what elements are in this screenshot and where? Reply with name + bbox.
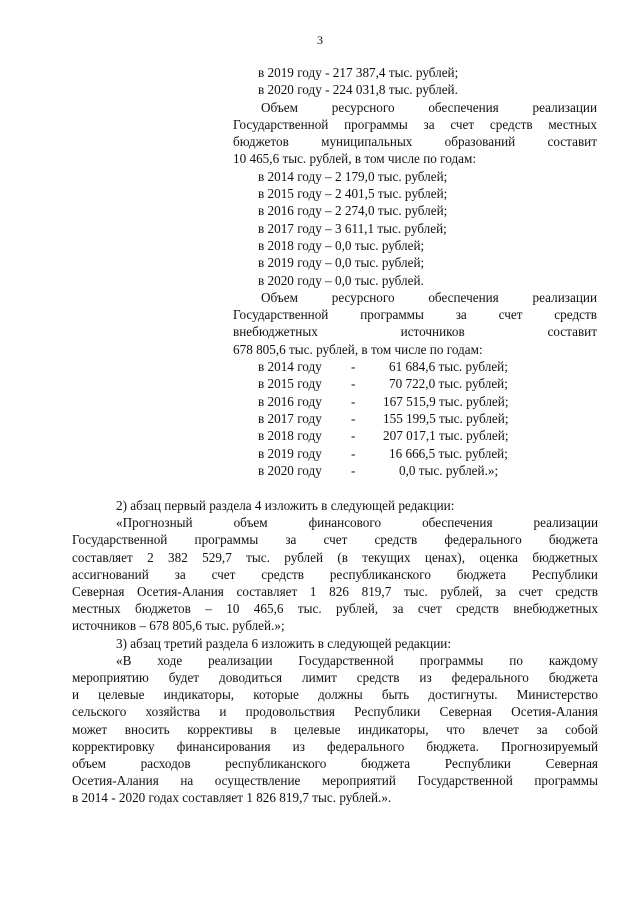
text-line: в 2019 году - 217 387,4 тыс. рублей;	[258, 65, 459, 80]
year-label: в 2017 году	[258, 410, 322, 426]
dash: -	[351, 445, 356, 461]
text-line: может вносить коррективы в целевые индикаторы, что влечет за собой	[72, 721, 598, 737]
text-line: сельского хозяйства и продовольствия Республики Северная Осетия-Алания	[72, 704, 598, 720]
text-line: и целевые индикаторы, которые должны быть достигнуты. Министерство	[72, 687, 598, 703]
text-line: Объем ресурсного обеспечения реализации	[261, 289, 597, 305]
text-line: объем расходов республиканского бюджета Республики Северная	[72, 756, 598, 772]
year-line: в 2016 году – 2 274,0 тыс. рублей;	[258, 203, 448, 219]
text-line: Государственной программы за счет средств	[233, 307, 597, 323]
dash: -	[351, 462, 356, 478]
text-line: «Прогнозный объем финансового обеспечения реализации	[116, 515, 598, 531]
dash: -	[351, 410, 356, 426]
amount: 16 666,5 тыс. рублей;	[389, 445, 508, 461]
year-row	[233, 358, 597, 375]
text-line: Северная Осетия-Алания составляет 1 826 819,7 тыс. рублей, за счет средств	[72, 584, 598, 600]
year-line: в 2017 году – 3 611,1 тыс. рублей;	[258, 220, 447, 236]
year-label: в 2015 году	[258, 376, 322, 392]
text-line: «В ходе реализации Государственной программы по каждому	[116, 652, 598, 668]
year-line: в 2020 году – 0,0 тыс. рублей.	[258, 272, 424, 288]
text-line: бюджетов муниципальных образований составит	[233, 134, 597, 150]
year-line: в 2014 году – 2 179,0 тыс. рублей;	[258, 168, 448, 184]
year-label: в 2014 году	[258, 359, 322, 375]
text-line: Объем ресурсного обеспечения реализации	[261, 99, 597, 115]
item3-heading: 3) абзац третий раздела 6 изложить в следующей редакции:	[116, 635, 451, 651]
page-number: 3	[317, 33, 323, 47]
amount: 207 017,1 тыс. рублей;	[383, 428, 509, 444]
item3-paragraph	[72, 652, 598, 807]
year-row	[233, 410, 597, 427]
year-row	[233, 375, 597, 392]
year-label: в 2019 году	[258, 445, 322, 461]
text-line: источников – 678 805,6 тыс. рублей.»;	[72, 618, 285, 634]
main-text	[72, 497, 598, 807]
year-row	[233, 427, 597, 444]
year-label: в 2018 году	[258, 428, 322, 444]
text-line: 678 805,6 тыс. рублей, в том числе по годам:	[233, 341, 483, 357]
text-line: Государственной программы за счет средств федерального бюджета	[72, 532, 598, 548]
amount: 70 722,0 тыс. рублей;	[389, 376, 508, 392]
text-line: местных бюджетов – 10 465,6 тыс. рублей, за счет средств внебюджетных	[72, 601, 598, 617]
amount: 167 515,9 тыс. рублей;	[383, 393, 509, 409]
text-line: 10 465,6 тыс. рублей, в том числе по годам:	[233, 151, 477, 167]
text-line: Осетия-Алания на осуществление мероприятий Государственной программы	[72, 773, 598, 789]
amount: 155 199,5 тыс. рублей;	[383, 410, 509, 426]
text-line: Государственной программы за счет средств местных	[233, 116, 597, 132]
item2-heading: 2) абзац первый раздела 4 изложить в следующей редакции:	[116, 498, 455, 513]
dash: -	[351, 376, 356, 392]
amount: 0,0 тыс. рублей.»;	[399, 462, 499, 478]
dash: -	[351, 428, 356, 444]
year-label: в 2020 году	[258, 462, 322, 478]
text-line: в 2020 году - 224 031,8 тыс. рублей.	[258, 82, 458, 98]
text-line: в 2014 - 2020 годах составляет 1 826 819,7 тыс. рублей.».	[72, 790, 392, 806]
year-line: в 2018 году – 0,0 тыс. рублей;	[258, 237, 425, 253]
dash: -	[351, 359, 356, 375]
text-line: внебюджетных источников составит	[233, 324, 597, 340]
item2-paragraph	[72, 514, 598, 634]
text-line: составляет 2 382 529,7 тыс. рублей (в текущих ценах), оценка бюджетных	[72, 549, 598, 565]
funding-column	[233, 64, 597, 479]
year-row	[233, 445, 597, 462]
dash: -	[351, 393, 356, 409]
year-line: в 2019 году – 0,0 тыс. рублей;	[258, 255, 425, 271]
amount: 61 684,6 тыс. рублей;	[389, 359, 508, 375]
year-label: в 2016 году	[258, 393, 322, 409]
year-line: в 2015 году – 2 401,5 тыс. рублей;	[258, 186, 448, 202]
text-line: ассигнований за счет средств республиканского бюджета Республики	[72, 566, 598, 582]
year-row	[233, 393, 597, 410]
text-line: корректировку финансирования из федерального бюджета. Прогнозируемый	[72, 738, 598, 754]
year-row	[233, 462, 597, 479]
text-line: мероприятию будет доводиться лимит средств из федерального бюджета	[72, 670, 598, 686]
